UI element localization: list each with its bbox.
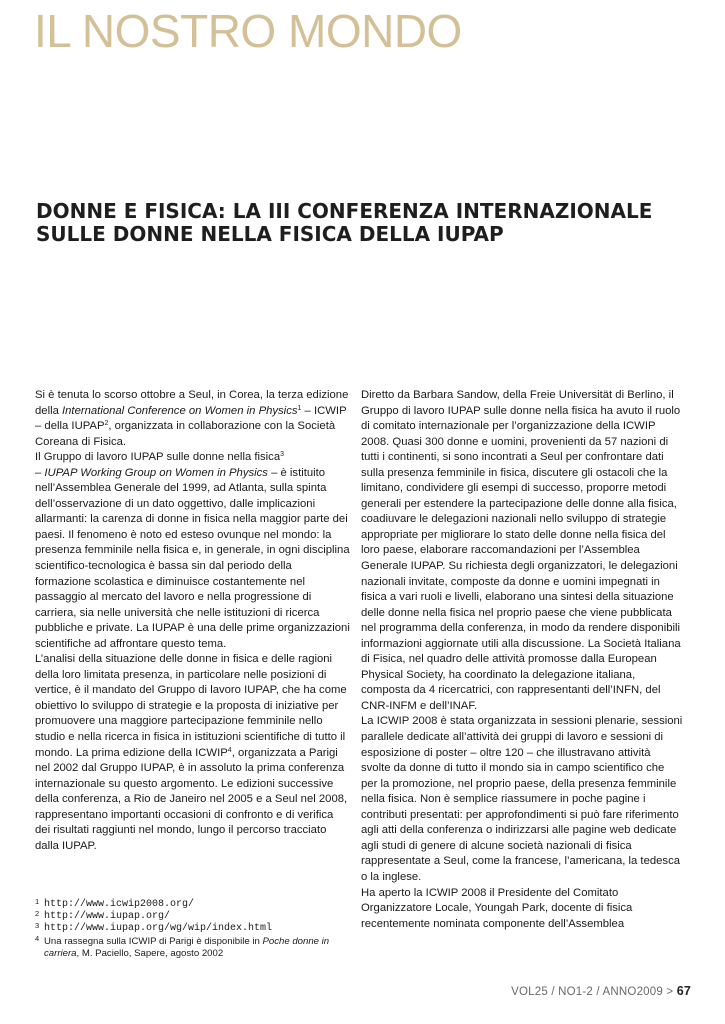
footnote-ref[interactable]: 2 xyxy=(104,420,109,428)
footnote-link[interactable]: http://www.iupap.org/ xyxy=(44,911,171,923)
footnotes xyxy=(35,899,355,960)
article-column-left xyxy=(35,388,350,854)
footnote-number: 2 xyxy=(35,909,40,919)
paragraph: Diretto da Barbara Sandow, della Freie Universität di Berlino, il Gruppo di lavoro IUPAP sulle donne nella fisica ha avuto il ruolo di comitato internazionale per l’organizzazione della ICWIP 2008. Quasi 300 donne e uomini, provenienti da 57 nazioni di tutti i continenti, si sono incontrati a Seul per confrontare dati sulla presenza femminile in fisica, discutere gli ostacoli che la limitano, condividere gli esempi di successo, proporre metodi generali per estendere la partecipazione delle donne alla fisica, coadiuvare le delegazioni nazionali nello sviluppo di strategie appropriate per migliorare lo stato delle donne nella fisica del loro paese, elaborare raccomandazioni per l’Assemblea Generale IUPAP. Su richiesta degli organizzatori, le delegazioni nazionali invitate, composte da donne e uomini impegnati in fisica a vari ruoli e livelli, elaborano una sintesi della situazione delle donne nella fisica nel proprio paese che viene pubblicata nel programma della conferenza, in modo da rendere disponibili informazioni aggiornate utili alla discussione. La Società Italiana di Fisica, nel quadro delle attività promosse dalla European Physical Society, ha coordinato la delegazione italiana, composta da 4 ricercatrici, con rappresentanti dell’INFN, del CNR-INFM e dell’INAF. xyxy=(361,389,681,712)
footnote xyxy=(35,899,355,911)
section-title: IL NOSTRO MONDO xyxy=(34,5,462,57)
article-headline: DONNE E FISICA: LA III CONFERENZA INTERNAZIONALE SULLE DONNE NELLA FISICA DELLA IUPAP xyxy=(36,199,653,246)
paragraph: La ICWIP 2008 è stata organizzata in sessioni plenarie, sessioni parallele dedicate all’attività dei gruppi di lavoro e sessioni di esposizione di poster – oltre 120 – che illustravano attività svolte da donne di tutto il mondo sia in campo scientifico che per la promozione, nel proprio paese, della presenza femminile nella fisica. Non è semplice riassumere in poche pagine i contributi presentati: per approfondimenti si può fare riferimento agli atti della conferenza o indirizzarsi alle pagine web dedicate agli studi di genere di alcune società nazionali di fisica rappresentate a Seul, come la francese, l’americana, la tedesca o la inglese. xyxy=(361,715,683,883)
footnote xyxy=(35,923,355,935)
paragraph: Si è tenuta lo scorso ottobre a Seul, in Corea, la terza edizione della International Conference on Women in Physics$^1$ – ICWIP – della IUPAP$^2$, organizzata in collaborazione con la Società Coreana di Fisica. xyxy=(35,389,349,448)
footnote-ref[interactable]: 4 xyxy=(227,746,232,754)
footnote xyxy=(35,933,355,960)
footnote-link[interactable]: http://www.icwip2008.org/ xyxy=(44,899,195,910)
footnote-number: 3 xyxy=(35,921,40,931)
paragraph: L’analisi della situazione delle donne in fisica e delle ragioni della loro limitata presenza, in particolare nelle posizioni di vertice, è il mandato del Gruppo di lavoro IUPAP, che ha come obiettivo lo sviluppo di strategie e la proposta di iniziative per promuovere una maggiore partecipazione femminile nello studio e nella ricerca in fisica in istituzioni scientifiche di tutto il mondo. La prima edizione della ICWIP$^4$, organizzata a Parigi nel 2002 dal Gruppo IUPAP, è in assoluto la prima conferenza internazionale su questo argomento. Le edizioni successive della conferenza, a Rio de Janeiro nel 2005 e a Seul nel 2008, rappresentano importanti occasioni di confronto e di verifica dei risultati raggiunti nel mondo, lungo il percorso tracciato dalla IUPAP. xyxy=(35,653,348,852)
footnote-link[interactable]: http://www.iupap.org/wg/wip/index.html xyxy=(44,923,273,935)
issue-info: VOL25 / NO1-2 / ANNO2009 > xyxy=(511,986,674,998)
paragraph: Il Gruppo di lavoro IUPAP sulle donne nella fisica$^3$ – IUPAP Working Group on Women in Physics – è istituito nell’Assemblea Generale del 1999, ad Atlanta, sulla spinta dell’osservazione di un dato oggettivo, dalle implicazioni allarmanti: la carenza di donne in fisica nella maggior parte dei paesi. Il fenomeno è noto ed esteso ovunque nel mondo: la presenza femminile nella fisica e, in generale, in ogni disciplina scientifico-tecnologica è bassa sin dal periodo della formazione scolastica e diminuisce costantemente nel passaggio al mercato del lavoro e nella progressione di carriera, sia nelle università che nelle istituzioni di ricerca pubbliche e private. La IUPAP è una delle prime organizzazioni scientifiche ad affrontare questo tema. xyxy=(35,451,350,650)
footnote-text: Una rassegna sulla ICWIP di Parigi è disponibile in Poche donne in carriera, M. Paciello, Sapere, agosto 2002 xyxy=(44,935,330,959)
footnote-number: 1 xyxy=(35,897,40,906)
article-column-right xyxy=(361,388,683,932)
paragraph: Ha aperto la ICWIP 2008 il Presidente del Comitato Organizzatore Locale, Youngah Park, docente di fisica recentemente nominata componente dell’Assemblea xyxy=(361,886,633,930)
footnote-ref[interactable]: 3 xyxy=(280,451,285,459)
page-number: 67 xyxy=(676,984,691,998)
page-footer xyxy=(511,984,691,998)
footnote-number: 4 xyxy=(35,933,40,943)
footnote xyxy=(35,911,355,923)
footnote-ref[interactable]: 1 xyxy=(297,404,302,412)
